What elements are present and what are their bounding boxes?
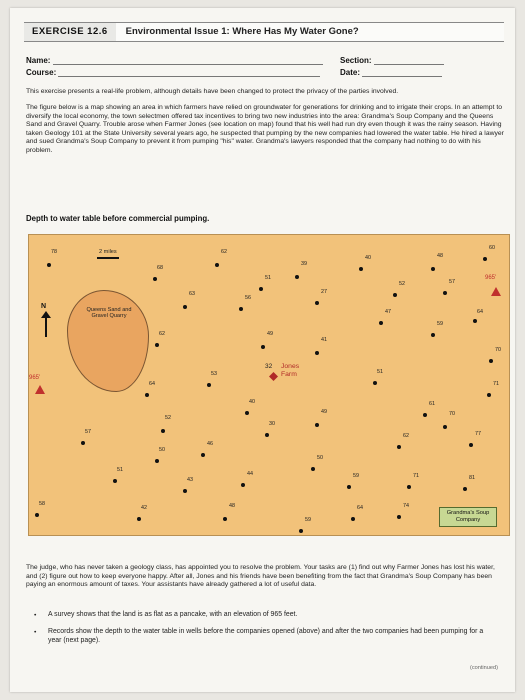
well-dot	[239, 307, 243, 311]
bullet-marker-1: •	[34, 612, 37, 619]
well-depth-value: 61	[429, 401, 435, 407]
well-dot	[483, 257, 487, 261]
well-dot	[183, 305, 187, 309]
well-dot	[469, 443, 473, 447]
jones-farm-label	[281, 363, 299, 378]
well-dot	[315, 423, 319, 427]
well-depth-value: 57	[449, 279, 455, 285]
well-depth-value: 59	[437, 321, 443, 327]
well-depth-value: 64	[477, 309, 483, 315]
well-depth-value: 60	[489, 245, 495, 251]
well-depth-value: 30	[269, 421, 275, 427]
quarry-area	[67, 290, 149, 392]
quarry-label: Queens Sand and Gravel Quarry	[86, 307, 132, 320]
well-dot	[487, 393, 491, 397]
scale-bar	[97, 257, 119, 259]
well-dot	[265, 433, 269, 437]
well-depth-value: 58	[39, 501, 45, 507]
after-paragraph: The judge, who has never taken a geology class, has appointed you to resolve the problem. Your tasks are (1) find out why Farmer Jones has lost his water, and (2) figure out how to keep everyone happy. After all, Jones and his friends have been benefiting from the fact that Grandma's Soup Company has been paying an enormous amount of taxes. Your assistants have already gathered a lot of useful data.	[26, 564, 495, 589]
well-dot	[397, 515, 401, 519]
north-arrow-icon	[41, 311, 51, 337]
well-dot	[431, 267, 435, 271]
well-dot	[315, 301, 319, 305]
well-depth-value: 68	[157, 265, 163, 271]
well-dot	[397, 445, 401, 449]
well-depth-value: 78	[51, 249, 57, 255]
benchmark-left-icon	[35, 385, 45, 394]
well-depth-value: 48	[229, 503, 235, 509]
elevation-right-label: 965'	[485, 275, 497, 281]
well-depth-value: 39	[301, 261, 307, 267]
well-depth-value: 48	[437, 253, 443, 259]
well-depth-value: 74	[403, 503, 409, 509]
well-dot	[201, 453, 205, 457]
course-line[interactable]	[58, 68, 320, 77]
well-dot	[295, 275, 299, 279]
well-depth-value: 40	[249, 399, 255, 405]
well-depth-value: 57	[85, 429, 91, 435]
course-label: Course:	[26, 68, 57, 77]
well-dot	[153, 277, 157, 281]
well-dot	[145, 393, 149, 397]
well-depth-value: 42	[141, 505, 147, 511]
well-depth-value: 52	[399, 281, 405, 287]
well-depth-value: 70	[449, 411, 455, 417]
scale-label: 2 miles	[99, 249, 117, 255]
intro-paragraph: This exercise presents a real-life problem, although details have been changed to protect the privacy of the parties involved.	[26, 88, 399, 95]
well-dot	[347, 485, 351, 489]
exercise-title: Environmental Issue 1: Where Has My Water Gone?	[125, 26, 359, 37]
well-depth-value: 49	[321, 409, 327, 415]
well-depth-value: 62	[403, 433, 409, 439]
well-dot	[431, 333, 435, 337]
jones-label-line1: Jones	[281, 363, 300, 370]
well-depth-value: 56	[245, 295, 251, 301]
north-label: N	[41, 303, 47, 310]
name-field[interactable]	[26, 56, 323, 65]
well-depth-value: 27	[321, 289, 327, 295]
well-depth-value: 51	[377, 369, 383, 375]
well-dot	[443, 425, 447, 429]
name-line[interactable]	[53, 56, 323, 65]
well-depth-value: 59	[353, 473, 359, 479]
well-dot	[299, 529, 303, 533]
well-dot	[47, 263, 51, 267]
well-dot	[245, 411, 249, 415]
well-dot	[35, 513, 39, 517]
well-dot	[393, 293, 397, 297]
jones-farm-marker-icon	[269, 372, 278, 381]
well-depth-value: 62	[221, 249, 227, 255]
well-dot	[359, 267, 363, 271]
well-depth-value: 47	[385, 309, 391, 315]
date-label: Date:	[340, 68, 361, 77]
well-dot	[155, 459, 159, 463]
well-depth-value: 52	[165, 415, 171, 421]
well-dot	[155, 343, 159, 347]
well-depth-value: 51	[117, 467, 123, 473]
exercise-header	[24, 22, 504, 42]
water-table-map	[28, 234, 510, 536]
well-depth-value: 40	[365, 255, 371, 261]
well-depth-value: 64	[357, 505, 363, 511]
elevation-left-label: 965'	[29, 375, 41, 381]
well-dot	[351, 517, 355, 521]
well-depth-value: 50	[159, 447, 165, 453]
date-line[interactable]	[362, 68, 442, 77]
benchmark-right-icon	[491, 287, 501, 296]
bullet-marker-2: •	[34, 629, 37, 636]
well-depth-value: 63	[189, 291, 195, 297]
soup-company-box: Grandma's Soup Company	[439, 507, 497, 527]
well-depth-value: 64	[149, 381, 155, 387]
well-dot	[223, 517, 227, 521]
exercise-number: EXERCISE 12.6	[24, 23, 116, 41]
well-depth-value: 43	[187, 477, 193, 483]
jones-label-line2: Farm	[281, 370, 297, 378]
well-dot	[113, 479, 117, 483]
well-dot	[81, 441, 85, 445]
bullet-item-1: A survey shows that the land is as flat as a pancake, with an elevation of 965 feet.	[48, 611, 298, 618]
well-dot	[463, 487, 467, 491]
body-paragraph: The figure below is a map showing an area in which farmers have relied on groundwater for generations for drinking and to irrigate their crops. In an attempt to diversify the local economy, the town selectmen offered tax incentives to bring two new industries into the area: Grandma's Soup Company and the Queens Sand and Gravel Quarry. Trouble arose when Farmer Jones (see location on map) found that his well had run dry even though it was the rainy season. Having taken Geology 101 at the State University several years ago, he suspected that pumping by the new companies had lowered the water table. He hired a lawyer and sued Grandma's Soup Company to prevent it from pumping "his" water. Grandma's lawyers responded that the company had nothing to do with his problem.	[26, 104, 504, 154]
well-dot	[489, 359, 493, 363]
well-depth-value: 53	[211, 371, 217, 377]
well-dot	[379, 321, 383, 325]
well-dot	[215, 263, 219, 267]
well-dot	[259, 287, 263, 291]
well-dot	[473, 319, 477, 323]
well-depth-value: 71	[493, 381, 499, 387]
well-dot	[423, 413, 427, 417]
well-dot	[311, 467, 315, 471]
name-label: Name:	[26, 56, 51, 65]
well-dot	[261, 345, 265, 349]
well-dot	[241, 483, 245, 487]
well-depth-value: 62	[159, 331, 165, 337]
section-field[interactable]	[340, 56, 444, 65]
date-field[interactable]	[340, 68, 442, 77]
well-dot	[207, 383, 211, 387]
well-depth-value: 59	[305, 517, 311, 523]
well-dot	[315, 351, 319, 355]
section-line[interactable]	[374, 56, 444, 65]
well-depth-value: 77	[475, 431, 481, 437]
well-depth-value: 51	[265, 275, 271, 281]
well-depth-value: 50	[317, 455, 323, 461]
well-dot	[373, 381, 377, 385]
well-depth-value: 81	[469, 475, 475, 481]
well-dot	[443, 291, 447, 295]
well-depth-value: 46	[207, 441, 213, 447]
well-depth-value: 44	[247, 471, 253, 477]
map-caption: Depth to water table before commercial pumping.	[26, 214, 210, 223]
well-depth-value: 71	[413, 473, 419, 479]
well-dot	[407, 485, 411, 489]
bullet-item-2: Records show the depth to the water table in wells before the companies opened (above) and after the two companies had been pumping for a year (next page).	[48, 628, 484, 644]
worksheet-page	[10, 8, 515, 692]
well-depth-value: 49	[267, 331, 273, 337]
well-dot	[137, 517, 141, 521]
well-depth-value: 41	[321, 337, 327, 343]
well-depth-value: 70	[495, 347, 501, 353]
well-dot	[183, 489, 187, 493]
course-field[interactable]	[26, 68, 320, 77]
continued-label: (continued)	[470, 665, 498, 671]
section-label: Section:	[340, 56, 372, 65]
well-dot	[161, 429, 165, 433]
jones-depth-value: 32	[265, 363, 273, 370]
